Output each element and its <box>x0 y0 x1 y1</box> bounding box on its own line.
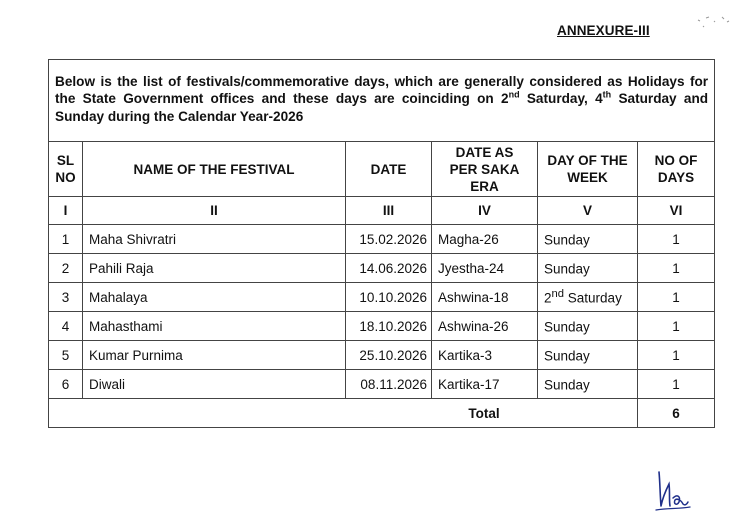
signature <box>653 466 693 514</box>
stamp-marks <box>694 12 734 34</box>
festival-name-cell: Mahasthami <box>83 312 346 341</box>
total-row <box>49 399 715 428</box>
total-label: Total <box>49 399 638 428</box>
date-cell: 14.06.2026 <box>346 254 432 283</box>
roman-cell: VI <box>638 197 715 225</box>
sl-no-cell: 5 <box>49 341 83 370</box>
roman-cell: III <box>346 197 432 225</box>
saka-date-cell: Magha-26 <box>432 225 538 254</box>
table-row <box>49 283 715 312</box>
date-cell: 15.02.2026 <box>346 225 432 254</box>
header-sl-no: SL NO <box>49 142 83 197</box>
roman-numeral-row <box>49 197 715 225</box>
holiday-table <box>48 59 715 428</box>
sl-no-cell: 2 <box>49 254 83 283</box>
roman-cell: IV <box>432 197 538 225</box>
annexure-title: ANNEXURE-III <box>557 23 650 38</box>
day-of-week-cell: Sunday <box>538 254 638 283</box>
saka-date-cell: Kartika-17 <box>432 370 538 399</box>
roman-cell: V <box>538 197 638 225</box>
saka-date-cell: Jyestha-24 <box>432 254 538 283</box>
table-row <box>49 370 715 399</box>
saka-date-cell: Ashwina-26 <box>432 312 538 341</box>
festival-name-cell: Pahili Raja <box>83 254 346 283</box>
no-of-days-cell: 1 <box>638 283 715 312</box>
sl-no-cell: 6 <box>49 370 83 399</box>
roman-cell: II <box>83 197 346 225</box>
day-of-week-cell: Sunday <box>538 225 638 254</box>
saka-date-cell: Ashwina-18 <box>432 283 538 312</box>
day-of-week-cell: Sunday <box>538 370 638 399</box>
intro-paragraph: Below is the list of festivals/commemorative days, which are generally considered as Holidays for the State Government offices and these days are coinciding on 2nd Saturday, 4th Saturday and Sunday during the Calendar Year-2026 <box>49 60 715 142</box>
table-row <box>49 341 715 370</box>
header-day-of-week: DAY OF THE WEEK <box>538 142 638 197</box>
header-saka-date: DATE AS PER SAKA ERA <box>432 142 538 197</box>
header-festival-name: NAME OF THE FESTIVAL <box>83 142 346 197</box>
saka-date-cell: Kartika-3 <box>432 341 538 370</box>
no-of-days-cell: 1 <box>638 225 715 254</box>
date-cell: 25.10.2026 <box>346 341 432 370</box>
header-date: DATE <box>346 142 432 197</box>
day-of-week-cell: 2nd Saturday <box>538 283 638 312</box>
date-cell: 18.10.2026 <box>346 312 432 341</box>
no-of-days-cell: 1 <box>638 341 715 370</box>
day-of-week-cell: Sunday <box>538 341 638 370</box>
no-of-days-cell: 1 <box>638 370 715 399</box>
sl-no-cell: 1 <box>49 225 83 254</box>
festival-name-cell: Kumar Purnima <box>83 341 346 370</box>
day-of-week-cell: Sunday <box>538 312 638 341</box>
festival-name-cell: Maha Shivratri <box>83 225 346 254</box>
table-row <box>49 312 715 341</box>
festival-name-cell: Mahalaya <box>83 283 346 312</box>
roman-cell: I <box>49 197 83 225</box>
sl-no-cell: 4 <box>49 312 83 341</box>
sl-no-cell: 3 <box>49 283 83 312</box>
no-of-days-cell: 1 <box>638 312 715 341</box>
total-value: 6 <box>638 399 715 428</box>
festival-name-cell: Diwali <box>83 370 346 399</box>
date-cell: 08.11.2026 <box>346 370 432 399</box>
table-row <box>49 254 715 283</box>
header-row <box>49 142 715 197</box>
no-of-days-cell: 1 <box>638 254 715 283</box>
table-row <box>49 225 715 254</box>
date-cell: 10.10.2026 <box>346 283 432 312</box>
header-no-of-days: NO OF DAYS <box>638 142 715 197</box>
